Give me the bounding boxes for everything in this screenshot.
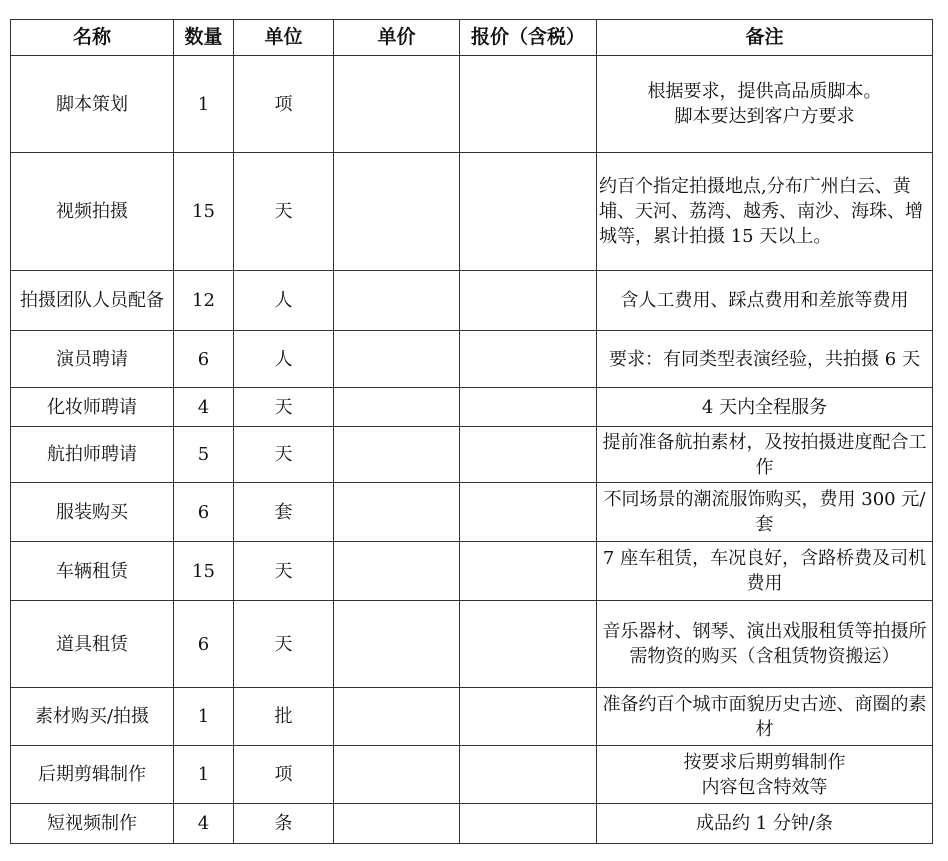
- item-name-cell: 演员聘请: [11, 331, 174, 388]
- quotation-table: [10, 19, 933, 844]
- quote-cell: [460, 427, 597, 483]
- table-row: [11, 601, 933, 688]
- remark-cell: 准备约百个城市面貌历史古迹、商圈的素材: [597, 688, 933, 746]
- unit-cell: 天: [234, 601, 334, 688]
- unit-cell: 人: [234, 331, 334, 388]
- unit-price-cell: [334, 746, 460, 804]
- table-row: [11, 542, 933, 601]
- table-row: [11, 688, 933, 746]
- remark-cell: 7 座车租赁，车况良好，含路桥费及司机费用: [597, 542, 933, 601]
- unit-cell: 项: [234, 56, 334, 153]
- unit-cell: 天: [234, 388, 334, 427]
- item-name-cell: 化妆师聘请: [11, 388, 174, 427]
- quote-cell: [460, 483, 597, 542]
- quote-cell: [460, 153, 597, 271]
- item-name-cell: 视频拍摄: [11, 153, 174, 271]
- quantity-cell: 5: [174, 427, 234, 483]
- header-name: 名称: [11, 20, 174, 56]
- unit-price-cell: [334, 542, 460, 601]
- unit-cell: 项: [234, 746, 334, 804]
- table-row: [11, 56, 933, 153]
- quantity-cell: 6: [174, 601, 234, 688]
- unit-price-cell: [334, 688, 460, 746]
- remark-cell: 4 天内全程服务: [597, 388, 933, 427]
- quote-cell: [460, 331, 597, 388]
- item-name-cell: 航拍师聘请: [11, 427, 174, 483]
- quantity-cell: 4: [174, 804, 234, 844]
- remark-cell: 按要求后期剪辑制作 内容包含特效等: [597, 746, 933, 804]
- unit-cell: 天: [234, 542, 334, 601]
- remark-cell: 音乐器材、钢琴、演出戏服租赁等拍摄所需物资的购买（含租赁物资搬运）: [597, 601, 933, 688]
- header-row: [11, 20, 933, 56]
- remark-cell: 不同场景的潮流服饰购买，费用 300 元/套: [597, 483, 933, 542]
- quantity-cell: 6: [174, 331, 234, 388]
- item-name-cell: 服装购买: [11, 483, 174, 542]
- item-name-cell: 脚本策划: [11, 56, 174, 153]
- quote-cell: [460, 804, 597, 844]
- unit-price-cell: [334, 388, 460, 427]
- item-name-cell: 素材购买/拍摄: [11, 688, 174, 746]
- item-name-cell: 车辆租赁: [11, 542, 174, 601]
- table-row: [11, 804, 933, 844]
- unit-price-cell: [334, 331, 460, 388]
- unit-price-cell: [334, 601, 460, 688]
- header-quantity: 数量: [174, 20, 234, 56]
- remark-cell: 根据要求，提供高品质脚本。 脚本要达到客户方要求: [597, 56, 933, 153]
- table-row: [11, 331, 933, 388]
- remark-cell: 提前准备航拍素材，及按拍摄进度配合工作: [597, 427, 933, 483]
- table-row: [11, 153, 933, 271]
- unit-price-cell: [334, 427, 460, 483]
- quantity-cell: 4: [174, 388, 234, 427]
- unit-price-cell: [334, 483, 460, 542]
- quantity-cell: 1: [174, 688, 234, 746]
- item-name-cell: 拍摄团队人员配备: [11, 271, 174, 331]
- item-name-cell: 道具租赁: [11, 601, 174, 688]
- quote-cell: [460, 542, 597, 601]
- remark-cell: 要求：有同类型表演经验，共拍摄 6 天: [597, 331, 933, 388]
- quote-cell: [460, 388, 597, 427]
- quote-cell: [460, 271, 597, 331]
- unit-cell: 批: [234, 688, 334, 746]
- unit-price-cell: [334, 271, 460, 331]
- unit-price-cell: [334, 56, 460, 153]
- unit-cell: 天: [234, 427, 334, 483]
- quantity-cell: 1: [174, 746, 234, 804]
- quantity-cell: 12: [174, 271, 234, 331]
- quantity-cell: 1: [174, 56, 234, 153]
- quantity-cell: 6: [174, 483, 234, 542]
- table-row: [11, 746, 933, 804]
- table-row: [11, 271, 933, 331]
- header-quote-tax-incl: 报价（含税）: [460, 20, 597, 56]
- remark-cell: 成品约 1 分钟/条: [597, 804, 933, 844]
- unit-price-cell: [334, 153, 460, 271]
- unit-cell: 条: [234, 804, 334, 844]
- item-name-cell: 后期剪辑制作: [11, 746, 174, 804]
- table-row: [11, 388, 933, 427]
- remark-cell: 含人工费用、踩点费用和差旅等费用: [597, 271, 933, 331]
- quantity-cell: 15: [174, 153, 234, 271]
- quote-cell: [460, 601, 597, 688]
- header-unit-price: 单价: [334, 20, 460, 56]
- quote-cell: [460, 688, 597, 746]
- quote-cell: [460, 746, 597, 804]
- quote-cell: [460, 56, 597, 153]
- table-row: [11, 483, 933, 542]
- unit-cell: 天: [234, 153, 334, 271]
- table-row: [11, 427, 933, 483]
- item-name-cell: 短视频制作: [11, 804, 174, 844]
- quantity-cell: 15: [174, 542, 234, 601]
- remark-cell: 约百个指定拍摄地点,分布广州白云、黄埔、天河、荔湾、越秀、南沙、海珠、增城等，累计拍摄 15 天以上。: [597, 153, 933, 271]
- header-unit: 单位: [234, 20, 334, 56]
- header-remark: 备注: [597, 20, 933, 56]
- unit-price-cell: [334, 804, 460, 844]
- unit-cell: 套: [234, 483, 334, 542]
- unit-cell: 人: [234, 271, 334, 331]
